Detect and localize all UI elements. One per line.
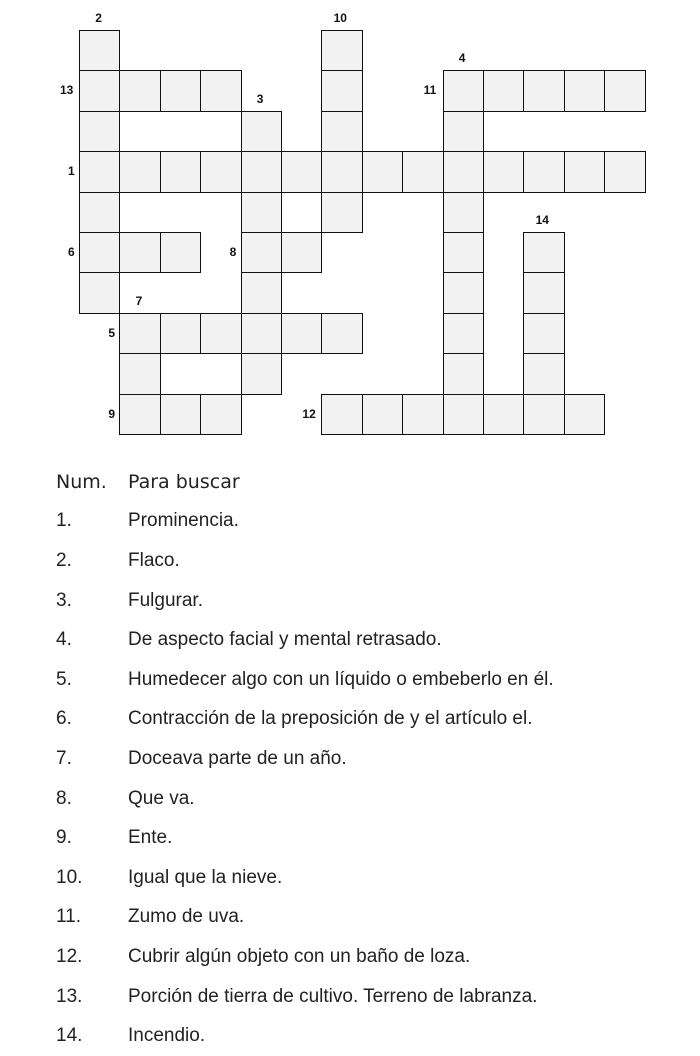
clue-text: Porción de tierra de cultivo. Terreno de labranza. (128, 985, 538, 1007)
clue-number: 12. (56, 945, 83, 967)
crossword-cell[interactable] (200, 151, 241, 192)
crossword-cell[interactable] (200, 313, 241, 354)
crossword-cell[interactable] (281, 232, 322, 273)
clue-number-label: 5 (108, 325, 116, 340)
crossword-cell[interactable] (119, 313, 160, 354)
clue-number: 13. (56, 985, 83, 1007)
crossword-cell[interactable] (119, 353, 160, 394)
crossword-cell[interactable] (402, 394, 443, 435)
clue-text: Zumo de uva. (128, 906, 245, 928)
crossword-cell[interactable] (564, 70, 605, 111)
crossword-cell[interactable] (443, 353, 484, 394)
crossword-cell[interactable] (443, 70, 484, 111)
crossword-cell[interactable] (523, 272, 564, 313)
crossword-cell[interactable] (119, 394, 160, 435)
crossword-cell[interactable] (160, 313, 201, 354)
clue-number: 11. (56, 906, 82, 928)
crossword-cell[interactable] (160, 151, 201, 192)
clue-number-label: 9 (108, 406, 116, 421)
clue-header-text: Para buscar (128, 470, 240, 493)
clue-text: De aspecto facial y mental retrasado. (128, 629, 442, 651)
crossword-cell[interactable] (160, 394, 201, 435)
crossword-cell[interactable] (321, 70, 362, 111)
clue-item (56, 1016, 696, 1056)
crossword-cell[interactable] (443, 232, 484, 273)
crossword-cell[interactable] (443, 111, 484, 152)
crossword-cell[interactable] (241, 232, 282, 273)
crossword-cell[interactable] (483, 394, 524, 435)
crossword-cell[interactable] (523, 394, 564, 435)
crossword-cell[interactable] (443, 151, 484, 192)
clue-number: 2. (56, 549, 72, 571)
clue-header-num: Num. (56, 470, 107, 493)
clue-number: 3. (56, 589, 72, 611)
crossword-cell[interactable] (362, 151, 403, 192)
clue-number: 10. (56, 866, 83, 888)
crossword-cell[interactable] (604, 70, 645, 111)
crossword-cell[interactable] (241, 272, 282, 313)
clue-item (56, 818, 696, 858)
crossword-cell[interactable] (79, 272, 120, 313)
clue-item (56, 977, 696, 1017)
crossword-cell[interactable] (79, 70, 120, 111)
clue-number-label: 10 (333, 11, 347, 25)
clue-text: Prominencia. (128, 510, 239, 532)
crossword-cell[interactable] (321, 30, 362, 71)
clue-number: 6. (56, 708, 72, 730)
crossword-cell[interactable] (443, 192, 484, 233)
clue-item (56, 739, 696, 779)
crossword-cell[interactable] (281, 313, 322, 354)
clue-item (56, 620, 696, 660)
crossword-cell[interactable] (483, 70, 524, 111)
clue-text: Igual que la nieve. (128, 866, 283, 888)
crossword-cell[interactable] (79, 30, 120, 71)
clue-number-label: 13 (60, 83, 74, 98)
crossword-cell[interactable] (321, 394, 362, 435)
clue-number-label: 11 (423, 83, 437, 98)
crossword-cell[interactable] (483, 151, 524, 192)
crossword-cell[interactable] (119, 70, 160, 111)
clue-text: Incendio. (128, 1025, 206, 1047)
clue-text: Ente. (128, 827, 173, 849)
clue-text: Humedecer algo con un líquido o embeberlo en él. (128, 668, 554, 690)
clue-item (56, 898, 696, 938)
crossword-cell[interactable] (79, 192, 120, 233)
clue-item (56, 779, 696, 819)
clue-item (56, 660, 696, 700)
crossword-cell[interactable] (564, 394, 605, 435)
crossword-cell[interactable] (281, 151, 322, 192)
clue-list (56, 462, 696, 1056)
clue-item (56, 541, 696, 581)
crossword-cell[interactable] (321, 111, 362, 152)
crossword-cell[interactable] (443, 272, 484, 313)
crossword-cell[interactable] (523, 353, 564, 394)
crossword-cell[interactable] (362, 394, 403, 435)
crossword-cell[interactable] (443, 313, 484, 354)
crossword-cell[interactable] (79, 151, 120, 192)
crossword-cell[interactable] (119, 151, 160, 192)
crossword-cell[interactable] (523, 70, 564, 111)
clue-number: 14. (56, 1025, 83, 1047)
clue-text: Contracción de la preposición de y el artículo el. (128, 708, 533, 730)
clue-number: 7. (56, 747, 72, 769)
clue-number-label: 8 (229, 245, 237, 259)
clue-number-label: 2 (95, 11, 102, 25)
clue-number-label: 6 (68, 245, 75, 259)
crossword-cell[interactable] (79, 232, 120, 273)
clue-text: Cubrir algún objeto con un baño de loza. (128, 945, 471, 967)
clue-text: Doceava parte de un año. (128, 747, 347, 769)
crossword-cell[interactable] (241, 111, 282, 152)
clue-number: 8. (56, 787, 72, 809)
crossword-cell[interactable] (321, 151, 362, 192)
crossword-grid (0, 0, 700, 440)
crossword-cell[interactable] (79, 111, 120, 152)
crossword-cell[interactable] (200, 70, 241, 111)
clue-text: Flaco. (128, 549, 180, 571)
crossword-cell[interactable] (160, 70, 201, 111)
clue-number-label: 14 (535, 213, 549, 227)
clue-number-label: 3 (256, 91, 264, 106)
clue-number-label: 1 (68, 164, 75, 179)
clue-number: 4. (56, 629, 72, 651)
clue-item (56, 581, 696, 621)
clue-item (56, 858, 696, 898)
crossword-cell[interactable] (523, 313, 564, 354)
crossword-cell[interactable] (402, 151, 443, 192)
clue-number: 5. (56, 668, 72, 690)
crossword-cell[interactable] (321, 192, 362, 233)
clue-text: Fulgurar. (128, 589, 203, 611)
crossword-cell[interactable] (200, 394, 241, 435)
clue-item (56, 502, 696, 542)
clue-item (56, 937, 696, 977)
crossword-cell[interactable] (604, 151, 645, 192)
crossword-cell[interactable] (564, 151, 605, 192)
clue-number: 9. (56, 827, 72, 849)
crossword-cell[interactable] (321, 313, 362, 354)
crossword-cell[interactable] (523, 232, 564, 273)
crossword-cell[interactable] (523, 151, 564, 192)
crossword-cell[interactable] (241, 313, 282, 354)
crossword-cell[interactable] (443, 394, 484, 435)
clue-header (56, 462, 696, 502)
clue-number-label: 4 (458, 51, 466, 66)
crossword-cell[interactable] (241, 151, 282, 192)
clue-item (56, 700, 696, 740)
clue-number-label: 12 (302, 406, 316, 421)
crossword-cell[interactable] (160, 232, 201, 273)
crossword-cell[interactable] (241, 353, 282, 394)
clue-number-label: 7 (135, 293, 143, 308)
crossword-cell[interactable] (241, 192, 282, 233)
clue-text: Que va. (128, 787, 195, 809)
clue-number: 1. (56, 510, 72, 532)
crossword-cell[interactable] (119, 232, 160, 273)
